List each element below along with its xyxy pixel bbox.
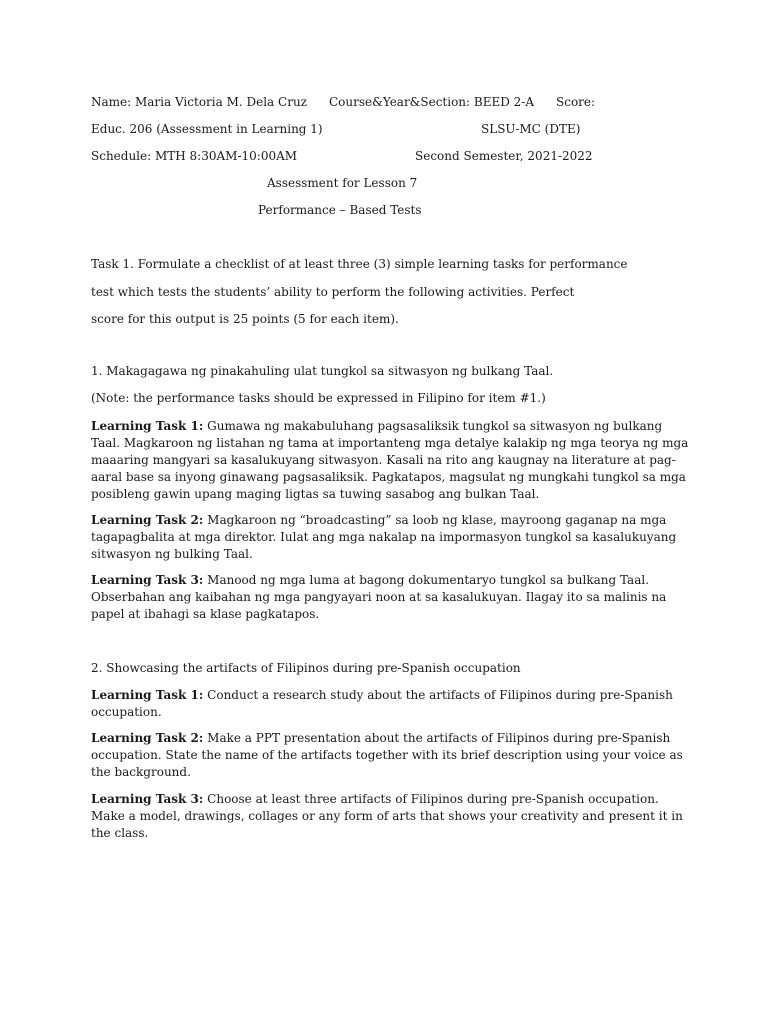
learning-task-label: Learning Task 2: (91, 731, 204, 745)
schedule: Schedule: MTH 8:30AM-10:00AM (91, 149, 298, 163)
learning-task-text: Make a PPT presentation about the artifacts of Filipinos during pre-Spanish occupation. State the name of the artifacts together with its brief description using your voice as the background. (91, 731, 683, 779)
item-1-heading: 1. Makagagawa ng pinakahuling ulat tungkol sa sitwasyon ng bulkang Taal. (91, 364, 554, 378)
item-1-note: (Note: the performance tasks should be expressed in Filipino for item #1.) (91, 391, 546, 405)
semester: Second Semester, 2021-2022 (415, 149, 593, 163)
item-2-learning-task-1 (91, 687, 691, 721)
learning-task-label: Learning Task 2: (91, 513, 204, 527)
item-1-learning-task-1 (91, 418, 691, 503)
school: SLSU-MC (DTE) (481, 122, 581, 136)
task-instruction-line-1: Task 1. Formulate a checklist of at least three (3) simple learning tasks for performance (91, 257, 628, 271)
learning-task-label: Learning Task 1: (91, 688, 204, 702)
task-instruction-line-2: test which tests the students’ ability to perform the following activities. Perfect (91, 285, 575, 299)
learning-task-text: Conduct a research study about the artifacts of Filipinos during pre-Spanish occupation. (91, 688, 673, 719)
assessment-title: Assessment for Lesson 7 (267, 176, 418, 190)
item-1-learning-task-3 (91, 572, 691, 623)
learning-task-text: Manood ng mga luma at bagong dokumentaryo tungkol sa bulkang Taal. Obserbahan ang kaibahan ng mga pangyayari noon at sa kasalukuyan. Ilagay ito sa malinis na papel at ibahagi sa klase pagkatapos. (91, 573, 667, 621)
item-2-heading: 2. Showcasing the artifacts of Filipinos during pre-Spanish occupation (91, 661, 521, 675)
task-instruction-line-3: score for this output is 25 points (5 for each item). (91, 312, 399, 326)
learning-task-text: Magkaroon ng “broadcasting” sa loob ng klase, mayroong gaganap na mga tagapagbalita at mga direktor. Iulat ang mga nakalap na impormasyon tungkol sa kasalukuyang sitwasyon ng bulking Taal. (91, 513, 677, 561)
learning-task-text: Gumawa ng makabuluhang pagsasaliksik tungkol sa sitwasyon ng bulkang Taal. Magkaroon ng listahan ng tama at importanteng mga detalye kalakip ng mga teorya ng mga maaaring mangyari sa kasalukuyang sitwasyon. Kasali na rito ang kaugnay na literature at pag-aaral base sa inyong ginawang pagsasaliksik. Pagkatapos, magsulat ng mungkahi tungkol sa mga posibleng gawin upang maging ligtas sa tuwing sasabog ang bulkan Taal. (91, 419, 689, 501)
learning-task-label: Learning Task 3: (91, 573, 204, 587)
course-year-section: Course&Year&Section: BEED 2-A (329, 95, 535, 109)
item-1-learning-task-2 (91, 512, 691, 563)
learning-task-label: Learning Task 1: (91, 419, 204, 433)
learning-task-label: Learning Task 3: (91, 792, 204, 806)
topic-title: Performance – Based Tests (258, 203, 422, 217)
student-name: Name: Maria Victoria M. Dela Cruz (91, 95, 307, 109)
subject: Educ. 206 (Assessment in Learning 1) (91, 122, 323, 136)
item-2-learning-task-2 (91, 730, 691, 781)
item-2-learning-task-3 (91, 791, 691, 842)
learning-task-text: Choose at least three artifacts of Filipinos during pre-Spanish occupation. Make a model, drawings, collages or any form of arts that shows your creativity and present it in the class. (91, 792, 683, 840)
score-label: Score: (556, 95, 596, 109)
